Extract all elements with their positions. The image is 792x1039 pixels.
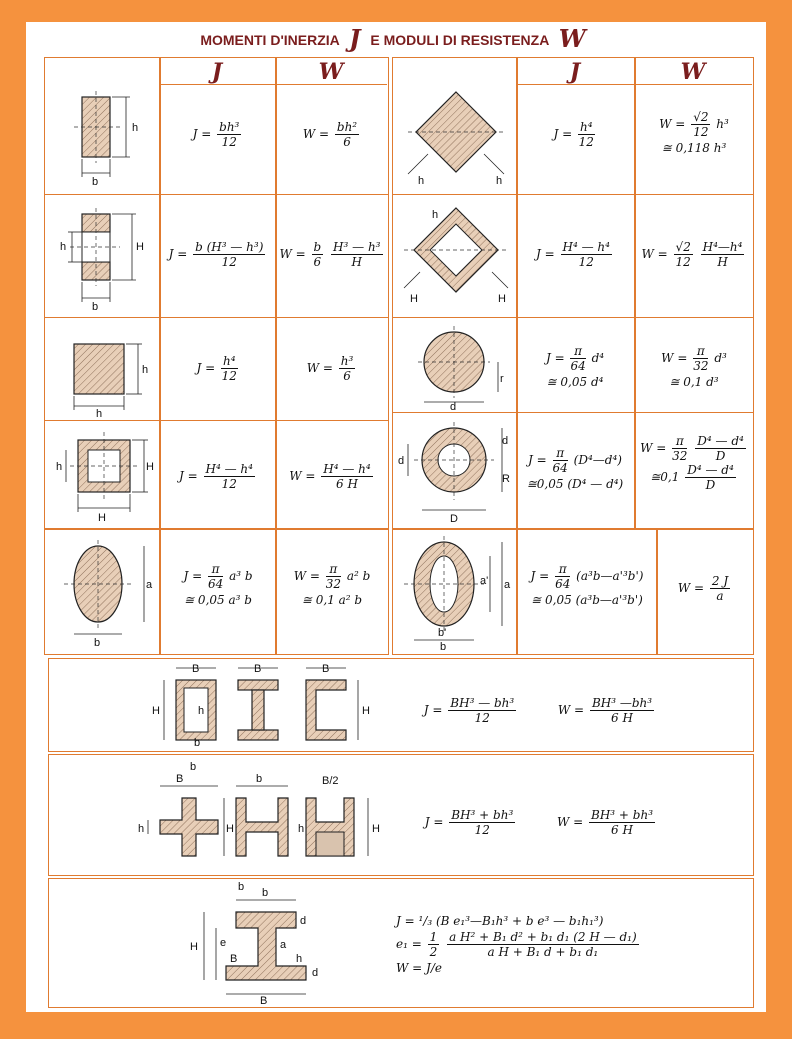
svg-text:h: h [142, 364, 149, 376]
svg-text:H: H [152, 705, 160, 717]
ellipse-diagram [56, 536, 156, 648]
crosses-diagram [136, 758, 386, 874]
svg-text:d: d [300, 915, 307, 927]
svg-text:d: d [312, 967, 319, 979]
svg-text:h: h [496, 175, 503, 187]
svg-text:h: h [96, 408, 103, 418]
svg-text:b: b [256, 773, 263, 785]
formula-tee-w: W = J/e [396, 961, 442, 975]
svg-text:H: H [98, 512, 106, 524]
svg-text:H: H [372, 823, 380, 835]
svg-text:B: B [192, 663, 200, 675]
header-w-right: W [634, 59, 752, 85]
diamond-hollow-diagram [398, 200, 514, 314]
formula-tee [396, 912, 736, 977]
header-j-left: J [159, 59, 275, 85]
svg-text:b: b [238, 882, 245, 893]
formula-ellipse-j: J = $\frac{\pi}{64}$ a³ b ≅ 0,05 a³ b [183, 562, 253, 607]
formula-diamond-w: W = $\frac{√2}{12}$ h³ ≅ 0,118 h³ [659, 110, 729, 155]
svg-text:h: h [198, 705, 205, 717]
svg-text:H: H [146, 461, 154, 473]
tee-diagram [176, 882, 376, 1006]
formula-ellipse-ring-w: W = $\frac{2 J}{a}$ [677, 574, 729, 603]
svg-text:B/2: B/2 [322, 775, 339, 787]
circle-diagram [402, 322, 512, 410]
svg-text:H: H [362, 705, 370, 717]
svg-text:a: a [146, 579, 153, 591]
svg-text:B: B [176, 773, 184, 785]
svg-text:h: h [432, 209, 439, 221]
title-left: MOMENTI D'INERZIA [200, 32, 340, 48]
rect-hollow-diagram [56, 202, 156, 312]
formula-square-hollow-j: J = $\frac{\text{H⁴ — h⁴}}{12}$ [179, 462, 253, 491]
formula-ring-j: J = $\frac{\pi}{64}$ (D⁴—d⁴) ≅0,05 (D⁴ — d⁴) [526, 446, 624, 491]
label-h: h [132, 122, 139, 134]
svg-text:e: e [220, 937, 227, 949]
formula-rect-hollow-w: W = $\frac{b}{6}$ $\frac{\text{H³ — h³}}{H}$ [279, 240, 381, 269]
svg-text:h: h [296, 953, 303, 965]
diamond-diagram [398, 84, 514, 192]
svg-text:R: R [502, 473, 510, 485]
formula-tee-e: e₁ = $\frac{1}{2}$ $\frac{\text{a H² + B₁ d² + b₁ d₁ (2 H — d₁)}}{\text{a H + B₁ d + b₁ d₁}}$ [396, 930, 637, 959]
channels-diagram [146, 660, 386, 750]
square-diagram [56, 324, 156, 418]
title-symbol-j: J [349, 24, 361, 53]
svg-text:h: h [56, 461, 63, 473]
title-symbol-w: W [558, 24, 586, 53]
title-mid: E MODULI DI RESISTENZA [370, 32, 549, 48]
svg-text:d: d [502, 435, 509, 447]
svg-text:B: B [230, 953, 238, 965]
svg-text:H: H [226, 823, 234, 835]
svg-text:b: b [92, 301, 99, 312]
svg-text:a': a' [480, 575, 489, 587]
svg-text:b: b [190, 761, 197, 773]
formula-square-hollow-w: W = $\frac{\text{H⁴ — h⁴}}{6 H}$ [289, 462, 371, 491]
formula-tee-j: J = ¹/₃ (B e₁³—B₁h³ + b e³ — b₁h₁³) [396, 914, 604, 928]
svg-text:H: H [190, 941, 198, 953]
svg-text:b: b [94, 637, 101, 648]
formula-ellipse-w: W = $\frac{\pi}{32}$ a² b ≅ 0,1 a² b [293, 562, 371, 607]
svg-text:b: b [440, 641, 447, 652]
svg-text:B: B [254, 663, 262, 675]
formula-diamond-hollow-j: J = $\frac{\text{H⁴ — h⁴}}{12}$ [536, 240, 610, 269]
svg-text:h: h [60, 241, 67, 253]
ring-diagram [398, 416, 514, 526]
formula-square-w: W = $\frac{\text{h³}}{6}$ [306, 354, 354, 383]
formula-diamond-j: J = $\frac{\text{h⁴}}{12}$ [553, 120, 594, 149]
svg-text:h: h [298, 823, 305, 835]
svg-text:d: d [450, 401, 457, 410]
formula-crosses-j: J = $\frac{\text{BH³ + bh³}}{12}$ [424, 808, 514, 837]
svg-text:H: H [136, 241, 144, 253]
label-b: b [92, 176, 99, 187]
formula-channels-j: J = $\frac{\text{BH³ — bh³}}{12}$ [423, 696, 515, 725]
header-j-right: J [516, 59, 634, 85]
svg-text:r: r [500, 373, 504, 385]
formula-circle-j: J = $\frac{\pi}{64}$ d⁴ ≅ 0,05 d⁴ [545, 344, 605, 389]
formula-crosses-w: W = $\frac{\text{BH³ + bh³}}{6 H}$ [556, 808, 654, 837]
svg-text:H: H [410, 293, 418, 305]
svg-text:D: D [450, 513, 458, 525]
formula-rect-w: W = $\frac{\text{bh²}}{6}$ [302, 120, 358, 149]
svg-text:a: a [280, 939, 287, 951]
svg-text:b: b [194, 737, 201, 749]
rect-diagram [64, 87, 154, 187]
formula-ellipse-ring-j: J = $\frac{\pi}{64}$ (a³b—a'³b') ≅ 0,05 (a³b—a'³b') [530, 562, 644, 607]
formula-circle-w: W = $\frac{\pi}{32}$ d³ ≅ 0,1 d³ [661, 344, 727, 389]
formula-sheet [26, 22, 766, 1012]
svg-text:h: h [418, 175, 425, 187]
svg-text:B: B [322, 663, 330, 675]
svg-text:h: h [138, 823, 145, 835]
svg-text:B: B [260, 995, 268, 1006]
svg-text:b': b' [438, 627, 447, 639]
page-title [26, 22, 766, 52]
formula-rect-hollow-j: J = $\frac{\text{b (H³ — h³)}}{12}$ [168, 240, 264, 269]
formula-diamond-hollow-w: W = $\frac{√2}{12}$ $\frac{\text{H⁴—h⁴}}{H}$ [641, 240, 743, 269]
formula-rect-j: J = $\frac{\text{bh³}}{12}$ [192, 120, 240, 149]
formula-channels-w: W = $\frac{\text{BH³ —bh³}}{6 H}$ [557, 696, 653, 725]
svg-text:b: b [262, 887, 269, 899]
formula-ring-w: W = $\frac{\pi}{32}$ $\frac{\text{D⁴ — d⁴}}{D}$ ≅0,1 $\frac{\text{D⁴ — d⁴}}{D}$ [640, 434, 744, 492]
svg-text:a: a [504, 579, 511, 591]
ellipse-ring-diagram [398, 532, 514, 652]
svg-text:d: d [398, 455, 405, 467]
svg-text:H: H [498, 293, 506, 305]
square-hollow-diagram [54, 428, 156, 524]
header-w-left: W [275, 59, 387, 85]
formula-square-j: J = $\frac{\text{h⁴}}{12}$ [196, 354, 237, 383]
